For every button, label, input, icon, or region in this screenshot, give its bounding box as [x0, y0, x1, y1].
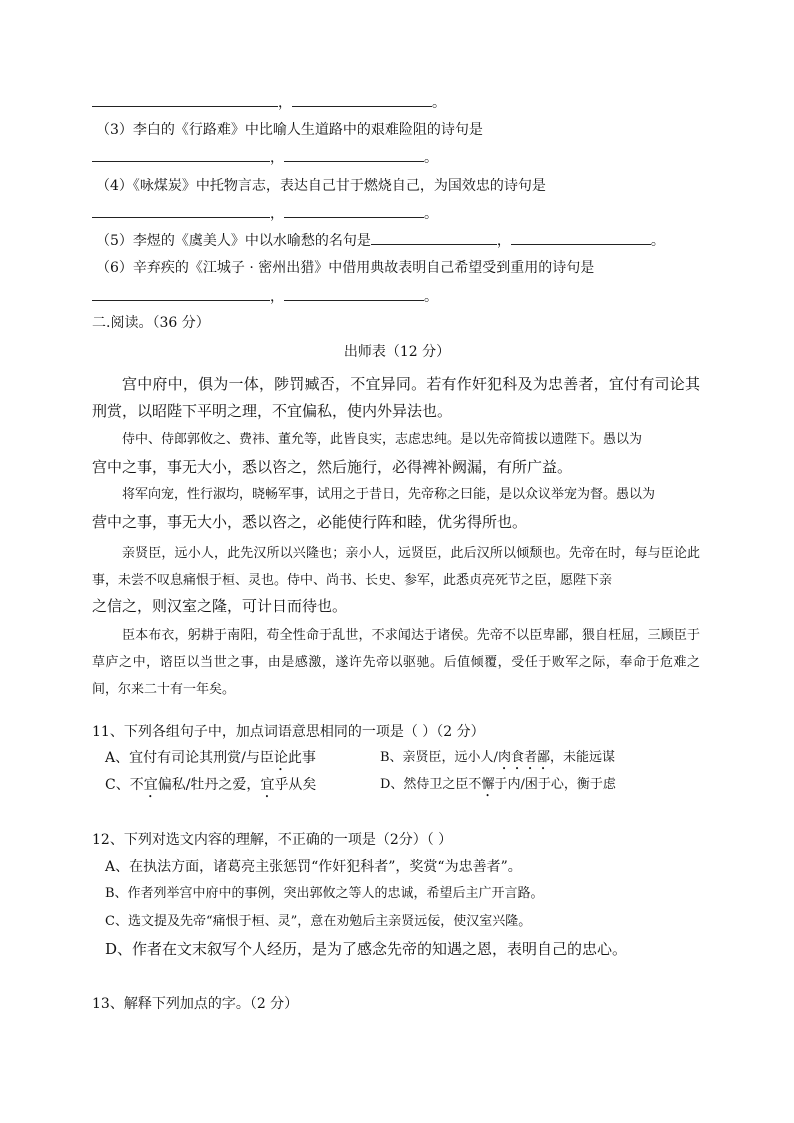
question-12-option-c[interactable]: C、选文提及先帝“痛恨于桓、灵”，意在劝勉后主亲贤远佞，使汉室兴隆。: [105, 914, 532, 929]
question-3: （3）李白的《行路难》中比喻人生道路中的艰难险阻的诗句是: [96, 122, 483, 138]
fill-line-prev: ， 。: [92, 92, 446, 113]
answer-blank[interactable]: [292, 92, 432, 107]
answer-blank[interactable]: [92, 286, 270, 301]
answer-blank[interactable]: [92, 203, 270, 218]
question-12-option-d[interactable]: D、作者在文末叙写个人经历，是为了感念先帝的知遇之恩，表明自己的忠心。: [105, 940, 628, 958]
question-11-stem: 11、下列各组句子中，加点词语意思相同的一项是（ ）（2 分）: [92, 724, 485, 740]
passage-paragraph-2-line-2: 宫中之事，事无大小，悉以咨之，然后施行，必得裨补阙漏，有所广益。: [92, 458, 573, 476]
passage-paragraph-3-line-2: 营中之事，事无大小，悉以咨之，必能使行阵和睦，优劣得所也。: [92, 513, 528, 531]
fill-line-6: ， 。: [92, 286, 438, 307]
answer-blank[interactable]: [371, 230, 497, 245]
question-12-option-a[interactable]: A、在执法方面，诸葛亮主张惩罚“作奸犯科者”，奖赏“为忠善者”。: [105, 859, 522, 875]
passage-paragraph-4-end: 之信之，则汉室之隆，可计日而待也。: [92, 597, 348, 615]
passage-paragraph-2-line-1: 侍中、侍郎郭攸之、费祎、董允等，此皆良实，志虑忠纯。是以先帝简拔以遗陛下。愚以为: [122, 432, 643, 447]
answer-blank[interactable]: [284, 147, 424, 162]
passage-paragraph-1: 宫中府中，俱为一体，陟罚臧否，不宜异同。若有作奸犯科及为忠善者，宜付有司论其刑赏，以昭陛下平明之理，不宜偏私，使内外异法也。: [92, 375, 700, 420]
question-11-option-b[interactable]: B、亲贤臣，远小人/肉食者鄙，未能远谋: [380, 750, 615, 765]
passage-paragraph-4: 亲贤臣，远小人，此先汉所以兴隆也；亲小人，远贤臣，此后汉所以倾颓也。先帝在时，每与臣论此事，未尝不叹息痛恨于桓、灵也。侍中、尚书、长史、参军，此悉贞亮死节之臣，愿陛下亲: [92, 546, 700, 588]
question-6: （6）辛弃疾的《江城子 · 密州出猎》中借用典故表明自己希望受到重用的诗句是: [96, 260, 595, 276]
question-11-option-c[interactable]: C、不宜偏私/牡丹之爱，宜乎从矣: [105, 777, 317, 793]
passage-title: 出师表（12 分）: [343, 344, 451, 360]
answer-blank[interactable]: [284, 203, 424, 218]
question-11-option-d[interactable]: D、然侍卫之臣不懈于内/困于心，衡于虑: [380, 777, 616, 792]
question-4: （4）《咏煤炭》中托物言志，表达自己甘于燃烧自己，为国效忠的诗句是: [96, 178, 546, 194]
question-13-stem: 13、解释下列加点的字。（2 分）: [92, 996, 299, 1012]
fill-line-3: ， 。: [92, 147, 438, 168]
question-12-option-b[interactable]: B、作者列举宫中府中的事例，突出郭攸之等人的忠诚，希望后主广开言路。: [105, 886, 544, 901]
question-11-option-a[interactable]: A、宜付有司论其刑赏/与臣论此事: [105, 750, 316, 766]
answer-blank[interactable]: [92, 92, 278, 107]
passage-paragraph-3-line-1: 将军向宠，性行淑均，晓畅军事，试用之于昔日，先帝称之曰能，是以众议举宠为督。愚以为: [122, 487, 656, 502]
passage-paragraph-5: 臣本布衣，躬耕于南阳，苟全性命于乱世，不求闻达于诸侯。先帝不以臣卑鄙，猥自枉屈，三顾臣于草庐之中，谘臣以当世之事，由是感激，遂许先帝以驱驰。后值倾覆，受任于败军之际，奉命于危难之间，尔来二十有一年矣。: [92, 628, 700, 697]
answer-blank[interactable]: [511, 230, 651, 245]
fill-line-4: ， 。: [92, 203, 438, 224]
question-5: （5）李煜的《虞美人》中以水喻愁的名句是 ， 。: [96, 230, 665, 251]
section-heading: 二.阅读。（36 分）: [92, 315, 210, 331]
answer-blank[interactable]: [284, 286, 424, 301]
answer-blank[interactable]: [92, 147, 270, 162]
question-12-stem: 12、下列对选文内容的理解，不正确的一项是（2分）（ ）: [92, 832, 453, 848]
